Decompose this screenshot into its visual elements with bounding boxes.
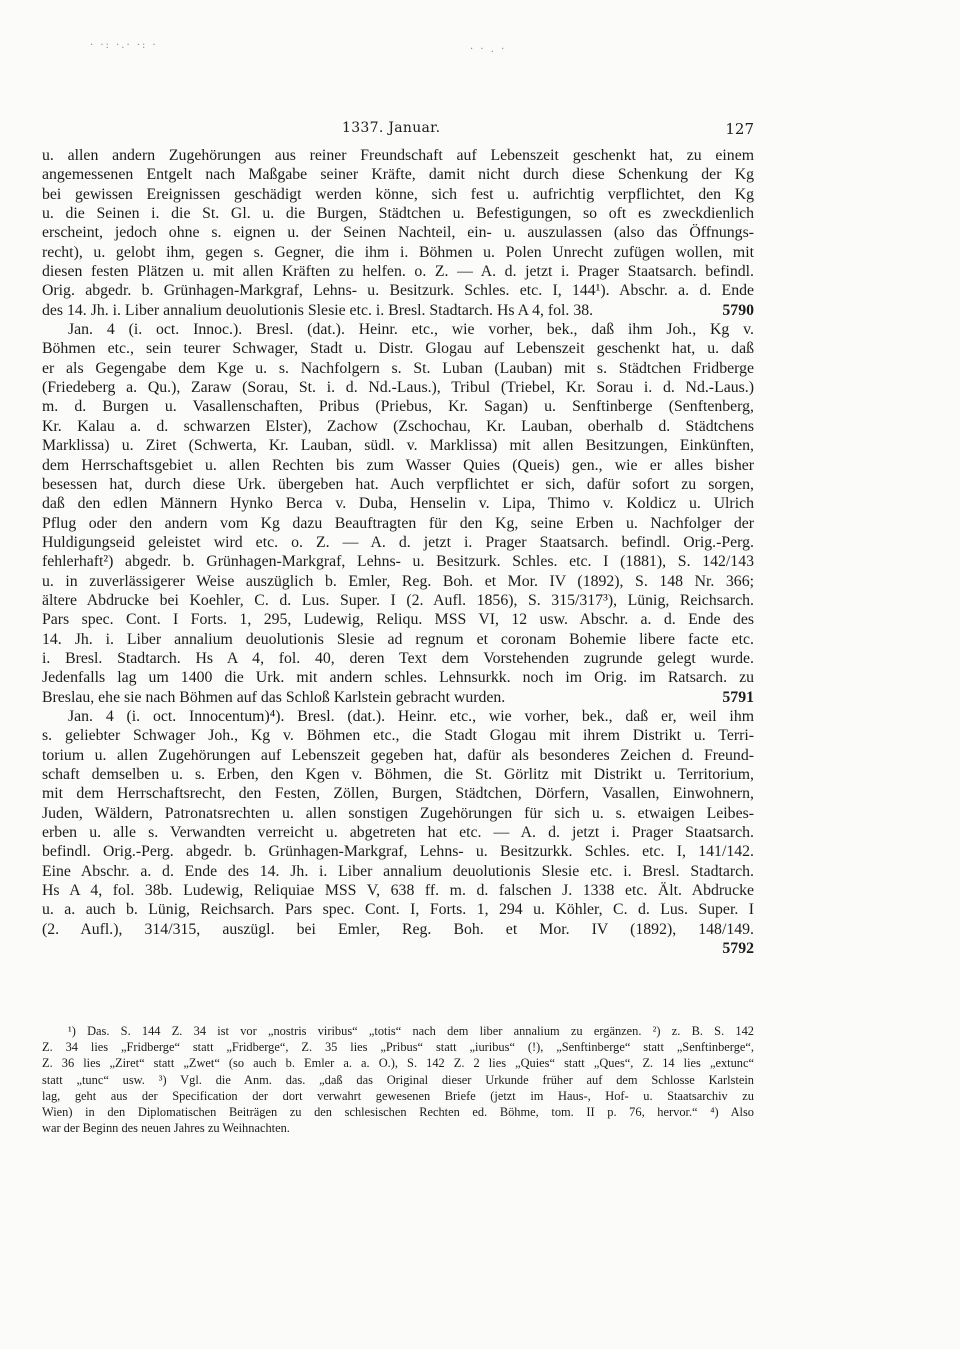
scan-speckle: · ·: ·.· ·: ·	[90, 40, 158, 51]
entry-number: 5790	[722, 301, 754, 319]
entry-number: 5791	[722, 688, 754, 706]
text-line: i. Bresl. Stadtarch. Hs A 4, fol. 40, deren Text dem Vorstehenden zugrunde gelegt wurde.	[42, 649, 754, 667]
text-line: (2. Aufl.), 314/315, auszügl. bei Emler, Reg. Boh. et Mor. IV (1892), 148/149.	[42, 920, 754, 938]
text-line: erscheint, jedoch ohne s. eignen u. der Seinen Nachteil, ein- u. auszulassen (also das Öffnungs-	[42, 224, 754, 242]
text-line: u. in zuverlässigerer Weise auszüglich b. Emler, Reg. Boh. et Mor. IV (1892), S. 148 Nr. 366;	[42, 572, 754, 590]
footnote-line: ¹) Das. S. 144 Z. 34 ist vor „nostris viribus“ „totis“ nach dem liber annalium zu ergänzen. ²) z. B. S. 142	[68, 1024, 754, 1038]
text-line: angemessenen Entgelt nach Maßgabe seiner Kräfte, damit nicht durch diese Schenkung der Kg	[42, 166, 754, 184]
text-line: torium u. allen Zugehörungen auf Lebenszeit gegeben hat, dafür als besonderes Zeichen d. Freund-	[42, 746, 754, 764]
text-line: daß den edlen Männern Hynko Berca v. Duba, Henselin v. Lipa, Thimo v. Koldicz u. Ulrich	[42, 495, 754, 513]
entry-number: 5792	[722, 940, 754, 958]
text-line: Kr. Kalau a. d. schwarzen Elster), Zachow (Zschochau, Kr. Lauban, oberhalb d. Städtchens	[42, 417, 754, 435]
text-line: Huldigungseid geleistet wird etc. o. Z. — A. d. jetzt i. Prager Staatsarch. befindl. Orig.-Perg.	[42, 533, 754, 551]
entry-heading-line: Jan. 4 (i. oct. Innocentum)⁴). Bresl. (dat.). Heinr. etc., wie vorher, bek., daß er, weil ihm	[68, 707, 754, 725]
page-date: 1337. Januar.	[342, 120, 441, 136]
text-line: Juden, Wäldern, Patronatsrechten u. allen sonstigen Zugehörungen für sich u. s. etwaigen Leibes-	[42, 804, 754, 822]
text-line: befindl. Orig.-Perg. abgedr. b. Grünhagen-Markgraf, Lehns- u. Besitzurkk. Schles. etc. I, 141/142.	[42, 843, 754, 861]
main-text	[42, 146, 754, 958]
text-line-with-entry-number	[42, 688, 754, 707]
text-line: Böhmen etc., sein teurer Schwager, Stadt u. Distr. Glogau auf Lebenszeit geschenkt hat, u. daß	[42, 340, 754, 358]
text-line: m. d. Burgen u. Vasallenschaften, Pribus (Priebus, Kr. Sagan) u. Senftinberge (Senftenberg,	[42, 398, 754, 416]
text-line: u. allen andern Zugehörungen aus reiner Freundschaft auf Lebenszeit geschenkt hat, zu einem	[42, 147, 754, 164]
text-line: mit dem Herrschaftsrecht, den Festen, Zöllen, Burgen, Städtchen, Dörfern, Vasallen, Einwohnern,	[42, 785, 754, 803]
text-line: besessen hat, durch diese Urk. übergeben hat. Auch verpflichtet er sich, dafür sofort zu sorgen,	[42, 475, 754, 493]
text-line: recht), u. gelobt ihm, gegen s. Gegner, die ihm i. Böhmen u. Polen Unrecht zufügen wollen, mit	[42, 243, 754, 261]
text-line: 14. Jh. i. Liber annalium deuolutionis Slesie ad regnum et coronam Bohemie libere facte etc.	[42, 630, 754, 648]
page-header	[42, 120, 754, 140]
footnote-line: war der Beginn des neuen Jahres zu Weihnachten.	[42, 1121, 290, 1136]
text-line: des 14. Jh. i. Liber annalium deuolutionis Slesie etc. i. Bresl. Stadtarch. Hs A 4, fol. 38.	[42, 301, 594, 319]
text-line: Marklissa) u. Ziret (Schwerta, Kr. Lauban, südl. v. Marklissa) mit allen Besitzungen, Einkünften,	[42, 437, 754, 455]
footnote-line: statt „tunc“ usw. ³) Vgl. die Anm. das. „daß das Original dieser Urkunde früher auf dem Schlosse Karlstein	[42, 1072, 754, 1087]
text-line: (Friedeberg a. Qu.), Zaraw (Sorau, St. i. d. Nd.-Laus.), Tribul (Triebel, Kr. Sorau i. d. Nd.-Laus.)	[42, 379, 754, 397]
text-line: dem Herrschaftsgebiet u. allen Rechten bis zum Wasser Quies (Queis) gen., wie er alles bisher	[42, 456, 754, 474]
text-line: u. a. auch b. Lünig, Reichsarch. Pars spec. Cont. I, Forts. 1, 294 u. Köhler, C. d. Lus. Super. I	[42, 901, 754, 919]
text-line: diesen festen Plätzen u. mit allen Kräften zu helfen. o. Z. — A. d. jetzt i. Prager Staatsarch. befindl.	[42, 263, 754, 281]
text-line: Orig. abgedr. b. Grünhagen-Markgraf, Lehns- u. Besitzurk. Schles. etc. I, 144¹). Abschr. a. d. Ende	[42, 282, 754, 300]
footnotes	[42, 1023, 754, 1136]
text-line: Eine Abschr. a. d. Ende des 14. Jh. i. Liber annalium deuolutionis Slesie etc. i. Bresl. Stadtarch.	[42, 862, 754, 880]
text-line: Pars spec. Cont. I Forts. 1, 295, Ludewig, Reliqu. MSS VI, 12 usw. Abschr. a. d. Ende des	[42, 611, 754, 629]
text-line: Jedenfalls lag um 1400 die Urk. mit andern schles. Lehnsurkk. noch im Orig. im Ratsarch. zu	[42, 669, 754, 687]
footnote-line: lag, geht aus der Specification der dort verwahrt gewesenen Briefe (jetzt im Haus-, Hof- u. Staatsarchiv zu	[42, 1088, 754, 1103]
text-line: fehlerhaft²) abgedr. b. Grünhagen-Markgraf, Lehns- u. Besitzurk. Schles. etc. I (1881), S. 142/143	[42, 553, 754, 571]
text-line: s. geliebter Schwager Joh., Kg v. Böhmen etc., die Stadt Glogau mit ihrem Distrikt u. Terri-	[42, 727, 754, 745]
text-line: ältere Abdrucke bei Koehler, C. d. Lus. Super. I (2. Aufl. 1856), S. 315/317³), Lünig, Reichsarch.	[42, 591, 754, 609]
entry-heading-line: Jan. 4 (i. oct. Innoc.). Bresl. (dat.). Heinr. etc., wie vorher, bek., daß ihm Joh., Kg v.	[68, 321, 754, 339]
page-number: 127	[725, 120, 754, 138]
text-line: Breslau, ehe sie nach Böhmen auf das Schloß Karlstein gebracht wurden.	[42, 688, 506, 706]
text-line: schaft demselben u. s. Erben, den Kgen v. Böhmen, die St. Görlitz mit Distrikt u. Territorium,	[42, 766, 754, 783]
text-line: Hs A 4, fol. 38b. Ludewig, Reliquiae MSS V, 638 ff. m. d. falschen J. 1338 etc. Ält. Abdrucke	[42, 882, 754, 900]
text-line-with-entry-number	[42, 939, 754, 958]
text-line: Pflug oder den andern vom Kg dazu Beauftragten für den Kg, seine Erben u. Nachfolger der	[42, 514, 754, 532]
text-line: er als Gegengabe dem Kge u. s. Nachfolgern s. St. Luban (Lauban) mit s. Städtchen Fridberge	[42, 359, 754, 377]
footnote-line: Z. 36 lies „Ziret“ statt „Zwet“ (so auch b. Emler a. a. O.), S. 142 Z. 2 lies „Quies“ statt „Ques“, Z. 14 lies „extunc“	[42, 1056, 754, 1071]
footnote-line: Z. 34 lies „Fridberge“ statt „Fridberge“, Z. 35 lies „Pribus“ statt „iuribus“ (!), „Senftinberge“ statt „Senftinberge“,	[42, 1040, 754, 1055]
text-line: u. die Seinen i. die St. Gl. u. die Burgen, Städtchen u. Befestigungen, so oft es zweckdienlich	[42, 205, 754, 223]
text-line-with-entry-number	[42, 301, 754, 320]
footnote-line: Wien) in den Diplomatischen Beiträgen zu den schlesischen Rechten ed. Böhme, tom. II p. 76, hervor.“ ⁴) Also	[42, 1104, 754, 1119]
text-line: bei gewissen Ereignissen geschädigt werden könne, sich fest u. aufrichtig verpflichtet, den Kg	[42, 185, 754, 203]
scan-speckle: · · . ·	[470, 44, 507, 55]
text-line: erben u. alle s. Verwandten verreicht u. abgetreten hat etc. — A. d. jetzt i. Prager Staatsarch.	[42, 824, 754, 842]
